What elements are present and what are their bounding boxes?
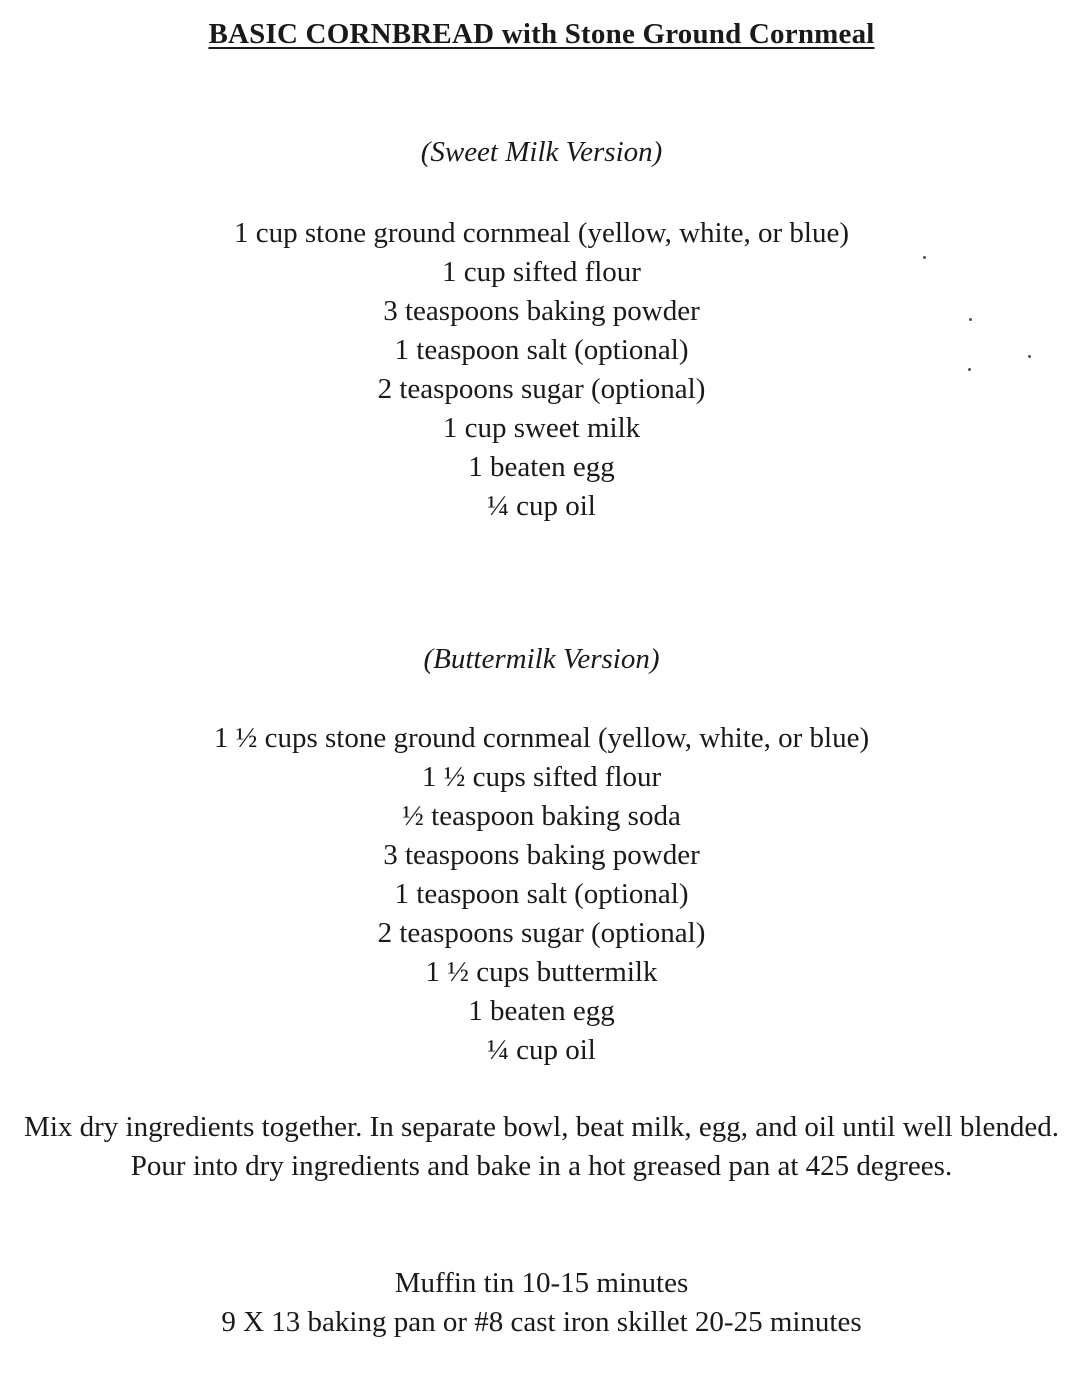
scan-speck	[968, 368, 971, 371]
scan-speck	[1028, 355, 1031, 358]
sweet-milk-heading: (Sweet Milk Version)	[420, 136, 663, 168]
ingredient-item: 1 cup sweet milk	[442, 412, 641, 444]
ingredient-item: 2 teaspoons sugar (optional)	[377, 373, 706, 405]
recipe-title	[0, 18, 1083, 51]
recipe-title-text: BASIC CORNBREAD with Stone Ground Cornmeal	[208, 18, 875, 50]
ingredient-item: 1 ½ cups stone ground cornmeal (yellow, white, or blue)	[213, 722, 870, 754]
ingredient-item: 1 teaspoon salt (optional)	[394, 334, 689, 366]
ingredient-item: ½ teaspoon baking soda	[402, 800, 681, 832]
baking-instructions: Mix dry ingredients together. In separate bowl, beat milk, egg, and oil until well blended. Pour into dry ingredients and bake in a hot greased pan at 425 degrees.	[24, 1111, 1059, 1182]
baking-time-item: Muffin tin 10-15 minutes	[394, 1267, 689, 1299]
ingredient-item: 2 teaspoons sugar (optional)	[377, 917, 706, 949]
buttermilk-ingredients	[0, 719, 1083, 1070]
scan-speck	[923, 256, 926, 259]
ingredient-item: 1 cup sifted flour	[442, 256, 641, 288]
ingredient-item: 1 beaten egg	[468, 995, 615, 1027]
buttermilk-heading: (Buttermilk Version)	[423, 643, 660, 675]
scan-speck	[969, 318, 972, 321]
sweet-milk-ingredients	[0, 214, 1083, 526]
ingredient-item: 3 teaspoons baking powder	[383, 839, 700, 871]
ingredient-item: 3 teaspoons baking powder	[383, 295, 700, 327]
ingredient-item: 1 cup stone ground cornmeal (yellow, white, or blue)	[233, 217, 849, 249]
ingredient-item: 1 ½ cups sifted flour	[421, 761, 662, 793]
ingredient-item: ¼ cup oil	[487, 490, 596, 522]
ingredient-item: 1 beaten egg	[468, 451, 615, 483]
ingredient-item: 1 ½ cups buttermilk	[425, 956, 658, 988]
ingredient-item: 1 teaspoon salt (optional)	[394, 878, 689, 910]
baking-times	[0, 1264, 1083, 1342]
baking-time-item: 9 X 13 baking pan or #8 cast iron skillet 20-25 minutes	[221, 1306, 862, 1338]
ingredient-item: ¼ cup oil	[487, 1034, 596, 1066]
